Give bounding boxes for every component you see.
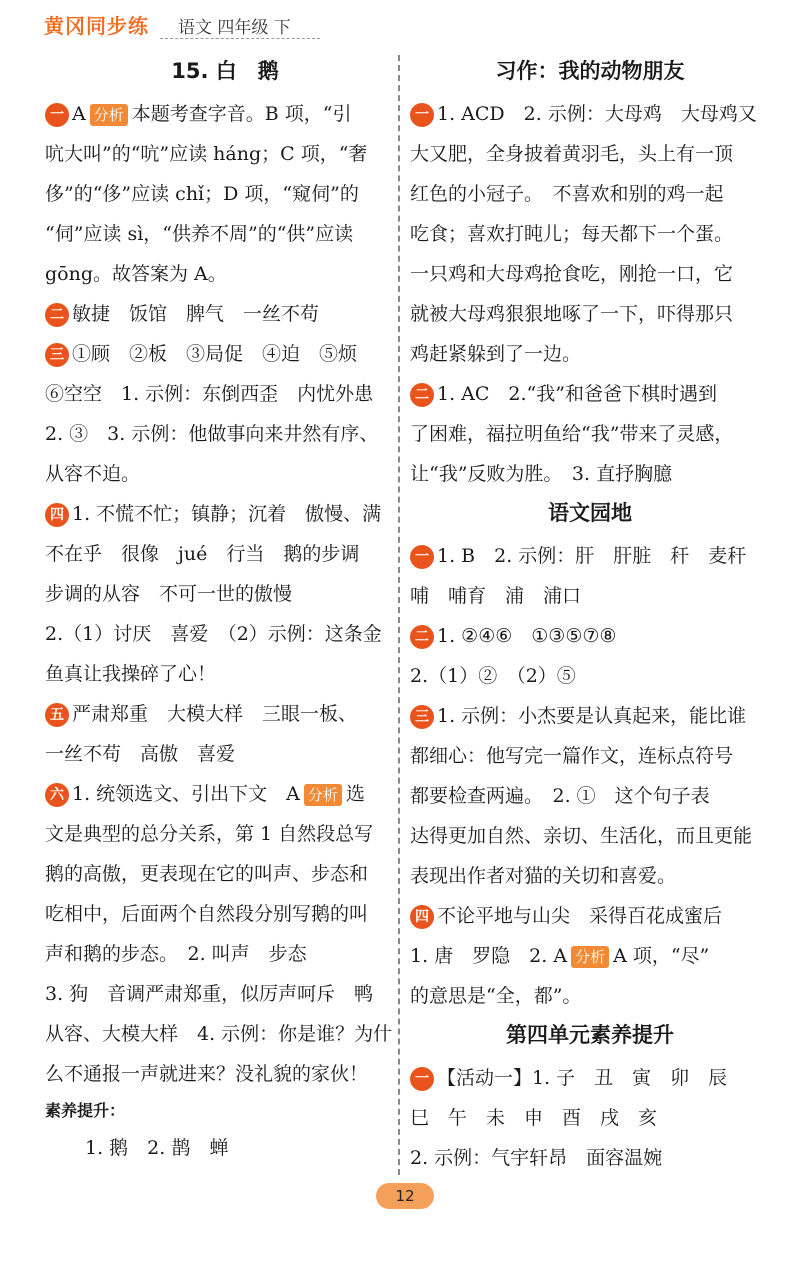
section-badge: 二 bbox=[410, 625, 434, 649]
answer-section-4: 四 1. 不慌不忙；镇静；沉着 傲慢、满 不在乎 很像 jué 行当 鹅的步调 步调的从容 不可一世的傲慢 2.（1）讨厌 喜爱 （2）示例：这条金 鱼真让我操碎了心！ bbox=[45, 503, 382, 685]
answer-section-2: 二 敏捷 饭馆 脾气 一丝不苟 bbox=[45, 294, 405, 334]
section-title-writing: 习作：我的动物朋友 bbox=[495, 59, 685, 83]
lesson-title: 15. 白 鹅 bbox=[171, 59, 279, 83]
answer-section-3: 三 ①顾 ②板 ③局促 ④迫 ⑤烦 ⑥空空 1. 示例：东倒西歪 内忧外患 2. ③ 3. 示例：他做事向来井然有序、 从容不迫。 bbox=[45, 343, 379, 485]
answer-section-r3: 一 1. B 2. 示例：肝 肝脏 秆 麦秆 哺 哺育 浦 浦口 bbox=[410, 545, 747, 607]
answer-section-r2: 二 1. AC 2.“我”和爸爸下棋时遇到 了困难，福拉明鱼给“我”带来了灵感， 让“我”反败为胜。 3. 直抒胸臆 bbox=[410, 383, 734, 485]
answer-section-r4: 二 1. ②④⑥ ①③⑤⑦⑧ 2.（1）② （2）⑤ bbox=[410, 625, 617, 687]
section-badge: 四 bbox=[45, 503, 69, 527]
answer-section-r1: 一 1. ACD 2. 示例：大母鸡 大母鸡又 大又肥，全身披着黄羽毛，头上有一顶 红色的小冠子。 不喜欢和别的鸡一起 吃食；喜欢打盹儿；每天都下一个蛋。 一只鸡和大母鸡抢食吃，刚抢一口，它 就被大母鸡狠狠地啄了一下，吓得那只 鸡赶紧躲到了一边。 bbox=[410, 103, 757, 365]
section-badge: 二 bbox=[410, 383, 434, 407]
section-badge: 五 bbox=[45, 703, 69, 727]
answer-section-r7: 一 【活动一】1. 子 丑 寅 卯 辰 巳 午 未 申 酉 戌 亥 2. 示例：气宇轩昂 面容温婉 bbox=[410, 1067, 728, 1169]
section-badge: 一 bbox=[45, 103, 69, 127]
answer-section-1: 一 A 分析 本题考查字音。B 项，“引 吭大叫”的“吭”应读 háng；C 项，“奢 侈”的“侈”应读 chǐ；D 项，“窥伺”的 “伺”应读 sì，“供养不周”的“供”应读 gōng。故答案为 A。 bbox=[45, 103, 368, 285]
literacy-subhead: 素养提升： bbox=[45, 1101, 126, 1120]
left-column bbox=[45, 52, 405, 1168]
section-badge: 三 bbox=[410, 705, 434, 729]
section-title-unit: 第四单元素养提升 bbox=[506, 1023, 674, 1047]
analysis-tag: 分析 bbox=[571, 946, 609, 968]
analysis-tag: 分析 bbox=[304, 784, 342, 806]
answer-section-r5: 三 1. 示例：小杰要是认真起来，能比谁 都细心：他写完一篇作文，连标点符号 都要检查两遍。 2. ① 这个句子表 达得更加自然、亲切、生活化，而且更能 表现出作者对猫的关切和喜爱。 bbox=[410, 705, 753, 887]
literacy-answer: 1. 鹅 2. 鹊 蝉 bbox=[85, 1137, 229, 1159]
section-badge: 一 bbox=[410, 1067, 434, 1091]
section-badge: 三 bbox=[45, 343, 69, 367]
section-title-garden: 语文园地 bbox=[548, 501, 632, 525]
answer-section-5: 五 严肃郑重 大模大样 三眼一板、 一丝不苟 高傲 喜爱 bbox=[45, 703, 358, 765]
page-number: 12 bbox=[376, 1183, 434, 1209]
analysis-tag: 分析 bbox=[90, 104, 128, 126]
section-badge: 四 bbox=[410, 905, 434, 929]
section-badge: 六 bbox=[45, 783, 69, 807]
section-badge: 一 bbox=[410, 103, 434, 127]
section-badge: 二 bbox=[45, 303, 69, 327]
right-column bbox=[410, 52, 770, 1178]
header-rule bbox=[160, 38, 320, 39]
subject-grade: 语文 四年级 下 bbox=[178, 18, 291, 38]
answer-section-6: 六 1. 统领选文、引出下文 A 分析 选 文是典型的总分关系，第 1 自然段总写 鹅的高傲，更表现在它的叫声、步态和 吃相中，后面两个自然段分别写鹅的叫 声和鹅的步态。 2. 叫声 步态 3. 狗 音调严肃郑重，似厉声呵斥 鸭 从容、大模大样 4. 示例：你是谁？为什 么不通报一声就进来？没礼貌的家伙！ bbox=[45, 783, 393, 1085]
answer-section-r6: 四 不论平地与山尖 采得百花成蜜后 1. 唐 罗隐 2. A 分析 A 项，“尽” 的意思是“全，都”。 bbox=[410, 905, 723, 1007]
brand-logo: 黄冈同步练 bbox=[44, 14, 149, 38]
page-header bbox=[0, 0, 810, 48]
section-badge: 一 bbox=[410, 545, 434, 569]
